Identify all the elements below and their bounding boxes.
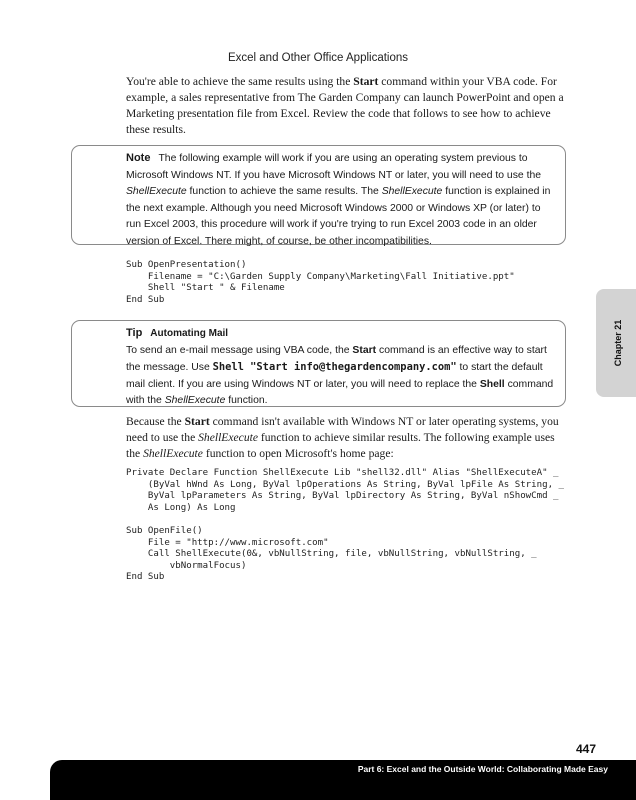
tip-label: Tip	[126, 327, 143, 339]
note-text	[126, 150, 557, 250]
text-run: to start the default mail client. If you are using Windows NT or later, you will need to replace the	[126, 362, 543, 390]
bold-term: Shell	[479, 378, 505, 390]
italic-term: ShellExecute	[143, 447, 203, 460]
text-run: function.	[225, 395, 268, 406]
text-run: function to achieve the same results. The	[186, 186, 382, 197]
tip-text	[126, 325, 557, 410]
note-box	[71, 145, 566, 245]
text-run: Because the	[126, 415, 185, 428]
footer-bar	[50, 760, 636, 800]
text-run: command isn't available with Windows NT or later operating systems, you need to use the	[126, 415, 559, 444]
text-run: command within your VBA code. For example, a sales representative from The Garden Company can launch PowerPoint and open a Marketing presentation file from Excel. Review the code that follows to see how to achieve these results.	[126, 75, 564, 136]
intro-paragraph	[126, 74, 566, 138]
running-head: Excel and Other Office Applications	[227, 52, 409, 64]
text-run: function is explained in the next example. Although you need Microsoft Windows 2000 or Windows XP (or later) to run Excel 2003, this procedure will work if you're trying to run Excel 2003 code in an older version of Excel. There might, of course, be other incompatibilities.	[126, 186, 551, 247]
bold-term: Start	[353, 75, 379, 88]
bold-term: Start	[184, 415, 210, 428]
text-run: To send an e-mail message using VBA code, the	[126, 344, 353, 356]
code-block-open-presentation: Sub OpenPresentation() Filename = "C:\Garden Supply Company\Marketing\Fall Initiative.ppt" Shell "Start " & Filename End Sub	[126, 260, 515, 305]
italic-term: ShellExecute	[198, 431, 258, 444]
tip-title: Automating Mail	[150, 328, 229, 339]
text-run: The following example will work if you are using an operating system previous to Microsoft Windows NT. If you have Microsoft Windows NT or later, you will need to use the	[126, 153, 542, 181]
text-run: command is an effective way to start the message. Use	[126, 344, 547, 373]
text-run: You're able to achieve the same results using the	[126, 75, 354, 88]
bold-term: Start	[352, 344, 377, 356]
tip-box	[71, 320, 566, 407]
italic-term: ShellExecute	[126, 186, 187, 197]
italic-term: ShellExecute	[381, 186, 443, 197]
code-block-shellexecute: Private Declare Function ShellExecute Lib "shell32.dll" Alias "ShellExecuteA" _ (ByVal hWnd As Long, ByVal lpOperations As String, ByVal lpFile As String, _ ByVal lpParameters As String, ByVal lpDirectory As String, ByVal nShowCmd _ As Long) As Long Sub OpenFile() File = "http://www.microsoft.com" Call ShellExecute(0&, vbNullString, file, vbNullString, vbNullString, _ vbNormalFocus) End Sub	[126, 468, 564, 583]
italic-term: ShellExecute	[164, 395, 226, 406]
footer-text: Part 6: Excel and the Outside World: Collaborating Made Easy	[357, 764, 608, 774]
text-run: function to open Microsoft's home page:	[202, 447, 394, 460]
chapter-label: Chapter 21	[613, 319, 623, 367]
shellexecute-paragraph	[126, 414, 566, 462]
page-number: 447	[575, 742, 596, 756]
note-label: Note	[126, 152, 151, 164]
text-run: command with the	[126, 378, 554, 406]
text-run: function to achieve similar results. The following example uses the	[126, 431, 555, 460]
inline-code: Shell "Start info@thegardencompany.com"	[212, 361, 457, 373]
